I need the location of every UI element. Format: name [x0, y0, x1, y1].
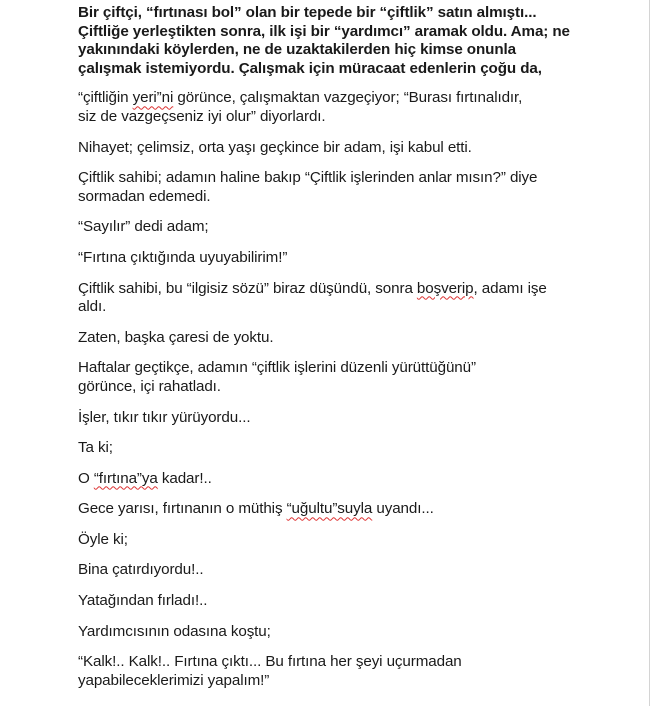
paragraph — [78, 280, 609, 317]
spellcheck-word[interactable]: yeri”ni — [132, 89, 174, 107]
text-span: görünce, çalışmaktan vazgeçiyor; “Burası fırtınalıdır, — [173, 89, 523, 107]
paragraph: “Fırtına çıktığında uyuyabilirim!” — [78, 248, 288, 266]
paragraph — [78, 89, 609, 126]
paragraph — [78, 359, 609, 396]
text-span: uyandı... — [372, 500, 434, 518]
text-span: O — [78, 469, 94, 487]
paragraph — [78, 470, 609, 489]
intro-line: Çiftliğe yerleştikten sonra, ilk işi bir “yardımcı” aramak oldu. Ama; ne — [78, 22, 570, 40]
paragraph: Zaten, başka çaresi de yoktu. — [78, 328, 274, 346]
paragraph — [78, 169, 609, 206]
paragraph: Yardımcısının odasına koştu; — [78, 622, 271, 640]
intro-line: Bir çiftçi, “fırtınası bol” olan bir tepede bir “çiftlik” satın almıştı... — [78, 4, 537, 21]
intro-paragraph — [78, 4, 609, 78]
spellcheck-word[interactable]: “uğultu”suyla — [286, 500, 373, 518]
paragraph: Bina çatırdıyordu!.. — [78, 561, 204, 579]
paragraph — [78, 653, 609, 690]
spellcheck-word[interactable]: boşverip — [416, 279, 474, 297]
paragraph — [78, 500, 609, 519]
intro-line: yakınındaki köylerden, ne de uzaktakilerden hiç kimse onunla — [78, 41, 516, 59]
paragraph: “Sayılır” dedi adam; — [78, 218, 209, 236]
spellcheck-word[interactable]: “fırtına”ya — [93, 469, 158, 487]
intro-line: çalışmak istemiyordu. Çalışmak için müracaat edenlerin çoğu da, — [78, 59, 542, 77]
paragraph: Öyle ki; — [78, 530, 128, 548]
text-span: Gece yarısı, fırtınanın o müthiş — [78, 500, 287, 518]
text-span: aldı. — [78, 298, 107, 316]
text-span: görünce, içi rahatladı. — [78, 377, 221, 395]
text-span: , adamı işe — [473, 279, 547, 297]
text-span: “çiftliğin — [78, 89, 133, 107]
paragraph: İşler, tıkır tıkır yürüyordu... — [78, 408, 251, 426]
text-span: yapabileceklerimizi yapalım!” — [78, 671, 270, 689]
text-span: Haftalar geçtikçe, adamın “çiftlik işlerini düzenli yürüttüğünü” — [78, 359, 476, 377]
text-span: Çiftlik sahibi, bu “ilgisiz sözü” biraz düşündü, sonra — [78, 279, 417, 297]
paragraph: Ta ki; — [78, 439, 113, 457]
text-span: “Kalk!.. Kalk!.. Fırtına çıktı... Bu fırtına her şeyi uçurmadan — [78, 653, 462, 671]
text-span: Çiftlik sahibi; adamın haline bakıp “Çiftlik işlerinden anlar mısın?” diye — [78, 169, 538, 187]
text-span: sormadan edemedi. — [78, 187, 211, 205]
text-span: kadar!.. — [157, 469, 212, 487]
paragraph: Nihayet; çelimsiz, orta yaşı geçkince bir adam, işi kabul etti. — [78, 138, 472, 156]
paragraph: Yatağından fırladı!.. — [78, 592, 208, 610]
text-span: siz de vazgeçseniz iyi olur” diyorlardı. — [78, 107, 326, 125]
